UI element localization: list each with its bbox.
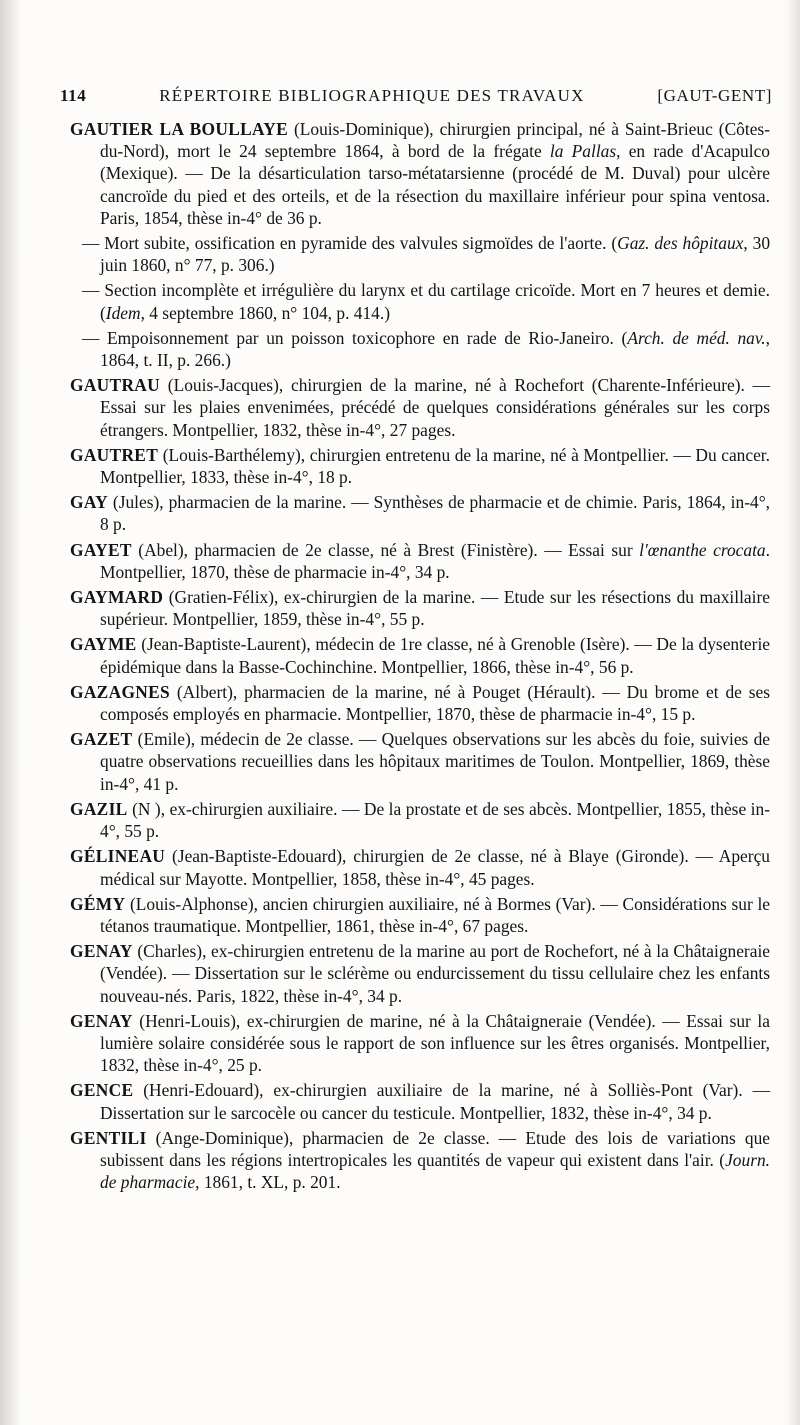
bibliography-entry xyxy=(70,491,770,535)
entry-italic-title: Arch. de méd. nav. xyxy=(627,327,766,348)
entry-italic-title: Journ. de pharmacie xyxy=(100,1149,770,1193)
entry-text: — Section incomplète et irrégulière du larynx et du cartilage cricoïde. Mort en 7 heures et demie. ( xyxy=(82,280,770,323)
entry-text: (Abel), pharmacien de 2e classe, né à Brest (Finistère). — Essai sur xyxy=(131,539,640,560)
author-name: GENTILI xyxy=(70,1127,147,1148)
author-name: GAYET xyxy=(70,539,132,560)
bibliography-entry xyxy=(70,539,770,583)
entry-italic-title: Gaz. des hôpitaux xyxy=(617,233,744,254)
author-name: GENCE xyxy=(70,1080,134,1101)
entry-text: (Jean-Baptiste-Laurent), médecin de 1re classe, né à Grenoble (Isère). — De la dysenterie épidémique dans la Basse-Cochinchine. Montpellier, 1866, thèse in-4°, 56 p. xyxy=(100,634,770,677)
entry-text: (Jules), pharmacien de la marine. — Synthèses de pharmacie et de chimie. Paris, 1864, in-4°, 8 p. xyxy=(100,492,770,535)
bibliography-entry xyxy=(70,1010,770,1077)
entry-italic-title: Idem xyxy=(105,302,141,323)
entry-text: (Emile), médecin de 2e classe. — Quelques observations sur les abcès du foie, suivies de quatre observations recueillies dans les hôpitaux maritimes de Toulon. Montpellier, 1869, thèse in-4°, 41 p. xyxy=(100,729,770,794)
entry-italic-title: la Pallas xyxy=(549,141,617,162)
page-edge-shadow-right xyxy=(786,0,800,1425)
entry-text: — Mort subite, ossification en pyramide des valvules sigmoïdes de l'aorte. ( xyxy=(82,233,618,254)
author-name: GENAY xyxy=(70,1010,133,1031)
bibliography-entry xyxy=(70,444,770,488)
entry-text: (Jean-Baptiste-Edouard), chirurgien de 2e classe, né à Blaye (Gironde). — Aperçu médical sur Mayotte. Montpellier, 1858, thèse in-4°, 45 pages. xyxy=(100,846,770,889)
bibliography-entry xyxy=(70,118,770,229)
entry-continuation xyxy=(70,327,770,371)
running-header xyxy=(60,86,772,106)
author-name: GAY xyxy=(70,492,108,513)
entry-text: (Louis-Alphonse), ancien chirurgien auxiliaire, né à Bormes (Var). — Considérations sur le tétanos traumatique. Montpellier, 1861, thèse in-4°, 67 pages. xyxy=(100,893,770,936)
entry-text: (Louis-Barthélemy), chirurgien entretenu de la marine, né à Montpellier. — Du cancer. Montpellier, 1833, thèse in-4°, 18 p. xyxy=(100,444,770,488)
entry-text: — Empoisonnement par un poisson toxicophore en rade de Rio-Janeiro. ( xyxy=(82,327,628,348)
entry-text: . Montpellier, 1870, thèse de pharmacie in-4°, 34 p. xyxy=(100,539,770,582)
entry-continuation xyxy=(70,279,770,323)
bibliography-entry xyxy=(70,940,770,1007)
entry-text: (Ange-Dominique), pharmacien de 2e classe. — Etude des lois de variations que subissent dans les régions intertropicales les quantités de vapeur qui existent dans l'air. ( xyxy=(100,1127,770,1170)
bibliography-entry xyxy=(70,374,770,441)
running-title: RÉPERTOIRE BIBLIOGRAPHIQUE DES TRAVAUX xyxy=(159,86,585,105)
bibliography-entry xyxy=(70,1127,770,1194)
author-name: GENAY xyxy=(70,941,133,962)
bibliography-entries xyxy=(70,118,770,1196)
bibliography-entry xyxy=(70,845,770,889)
entry-text: , 4 septembre 1860, n° 104, p. 414.) xyxy=(140,302,390,323)
author-name: GAUTRET xyxy=(70,444,159,465)
entry-text: (Gratien-Félix), ex-chirurgien de la marine. — Etude sur les résections du maxillaire supérieur. Montpellier, 1859, thèse in-4°, 55 p. xyxy=(100,587,770,630)
bibliography-entry xyxy=(70,798,770,842)
author-name: GÉLINEAU xyxy=(70,846,166,867)
entry-text: , 30 juin 1860, n° 77, p. 306.) xyxy=(100,233,771,276)
entry-text: (Albert), pharmacien de la marine, né à Pouget (Hérault). — Du brome et de ses composés employés en pharmacie. Montpellier, 1870, thèse de pharmacie in-4°, 15 p. xyxy=(100,681,770,725)
entry-text: (Louis-Dominique), chirurgien principal, né à Saint-Brieuc (Côtes-du-Nord), mort le 24 septembre 1864, à bord de la frégate xyxy=(100,119,770,162)
entry-text: (Louis-Jacques), chirurgien de la marine, né à Rochefort (Charente-Inférieure). — Essai sur les plaies envenimées, précédé de quelques considérations générales sur les corps étrangers. Montpellier, 1832, thèse in-4°, 27 pages. xyxy=(100,375,770,440)
author-name: GAZET xyxy=(70,729,133,750)
author-name: GAZIL xyxy=(70,798,128,819)
author-name: GAZAGNES xyxy=(70,681,171,702)
entry-italic-title: l'œnanthe crocata xyxy=(639,539,766,560)
bibliography-entry xyxy=(70,586,770,630)
bibliography-entry xyxy=(70,633,770,677)
author-name: GAYMARD xyxy=(70,587,164,608)
entry-text: , 1861, t. XL, p. 201. xyxy=(195,1172,341,1193)
entry-text: (Henri-Louis), ex-chirurgien de marine, né à la Châtaigneraie (Vendée). — Essai sur la lumière solaire considérée sous le rapport de son influence sur les êtres organisés. Montpellier, 1832, thèse in-4°, 25 p. xyxy=(100,1010,770,1076)
entry-text: (N ), ex-chirurgien auxiliaire. — De la prostate et de ses abcès. Montpellier, 1855, thèse in-4°, 55 p. xyxy=(100,798,770,842)
bibliography-entry xyxy=(70,681,770,725)
page-number: 114 xyxy=(60,86,87,105)
entry-text: , 1864, t. II, p. 266.) xyxy=(100,327,771,371)
entry-text: (Henri-Edouard), ex-chirurgien auxiliaire de la marine, né à Solliès-Pont (Var). — Dissertation sur le sarcocèle ou cancer du testicule. Montpellier, 1832, thèse in-4°, 34 p. xyxy=(100,1080,770,1123)
entry-continuation xyxy=(70,232,770,276)
author-name: GAUTIER LA BOULLAYE xyxy=(70,119,289,139)
page-edge-shadow-left xyxy=(0,0,22,1425)
alphabetical-range: [GAUT-GENT] xyxy=(657,86,772,105)
author-name: GAUTRAU xyxy=(70,375,161,396)
entry-text: , en rade d'Acapulco (Mexique). — De la désarticulation tarso-métatarsienne (procédé de M. Duval) pour ulcère cancroïde du pied et des orteils, et de la résection du maxillaire inférieur pour spina ventosa. Paris, 1854, thèse in-4° de 36 p. xyxy=(100,141,770,228)
author-name: GÉMY xyxy=(70,893,126,914)
bibliography-entry xyxy=(70,728,770,795)
author-name: GAYME xyxy=(70,634,137,655)
entry-text: (Charles), ex-chirurgien entretenu de la marine au port de Rochefort, né à la Châtaigneraie (Vendée). — Dissertation sur le sclérème ou endurcissement du tissu cellulaire chez les enfants nouveau-nés. Paris, 1822, thèse in-4°, 34 p. xyxy=(100,941,770,1006)
bibliography-entry xyxy=(70,893,770,937)
bibliography-entry xyxy=(70,1079,770,1123)
